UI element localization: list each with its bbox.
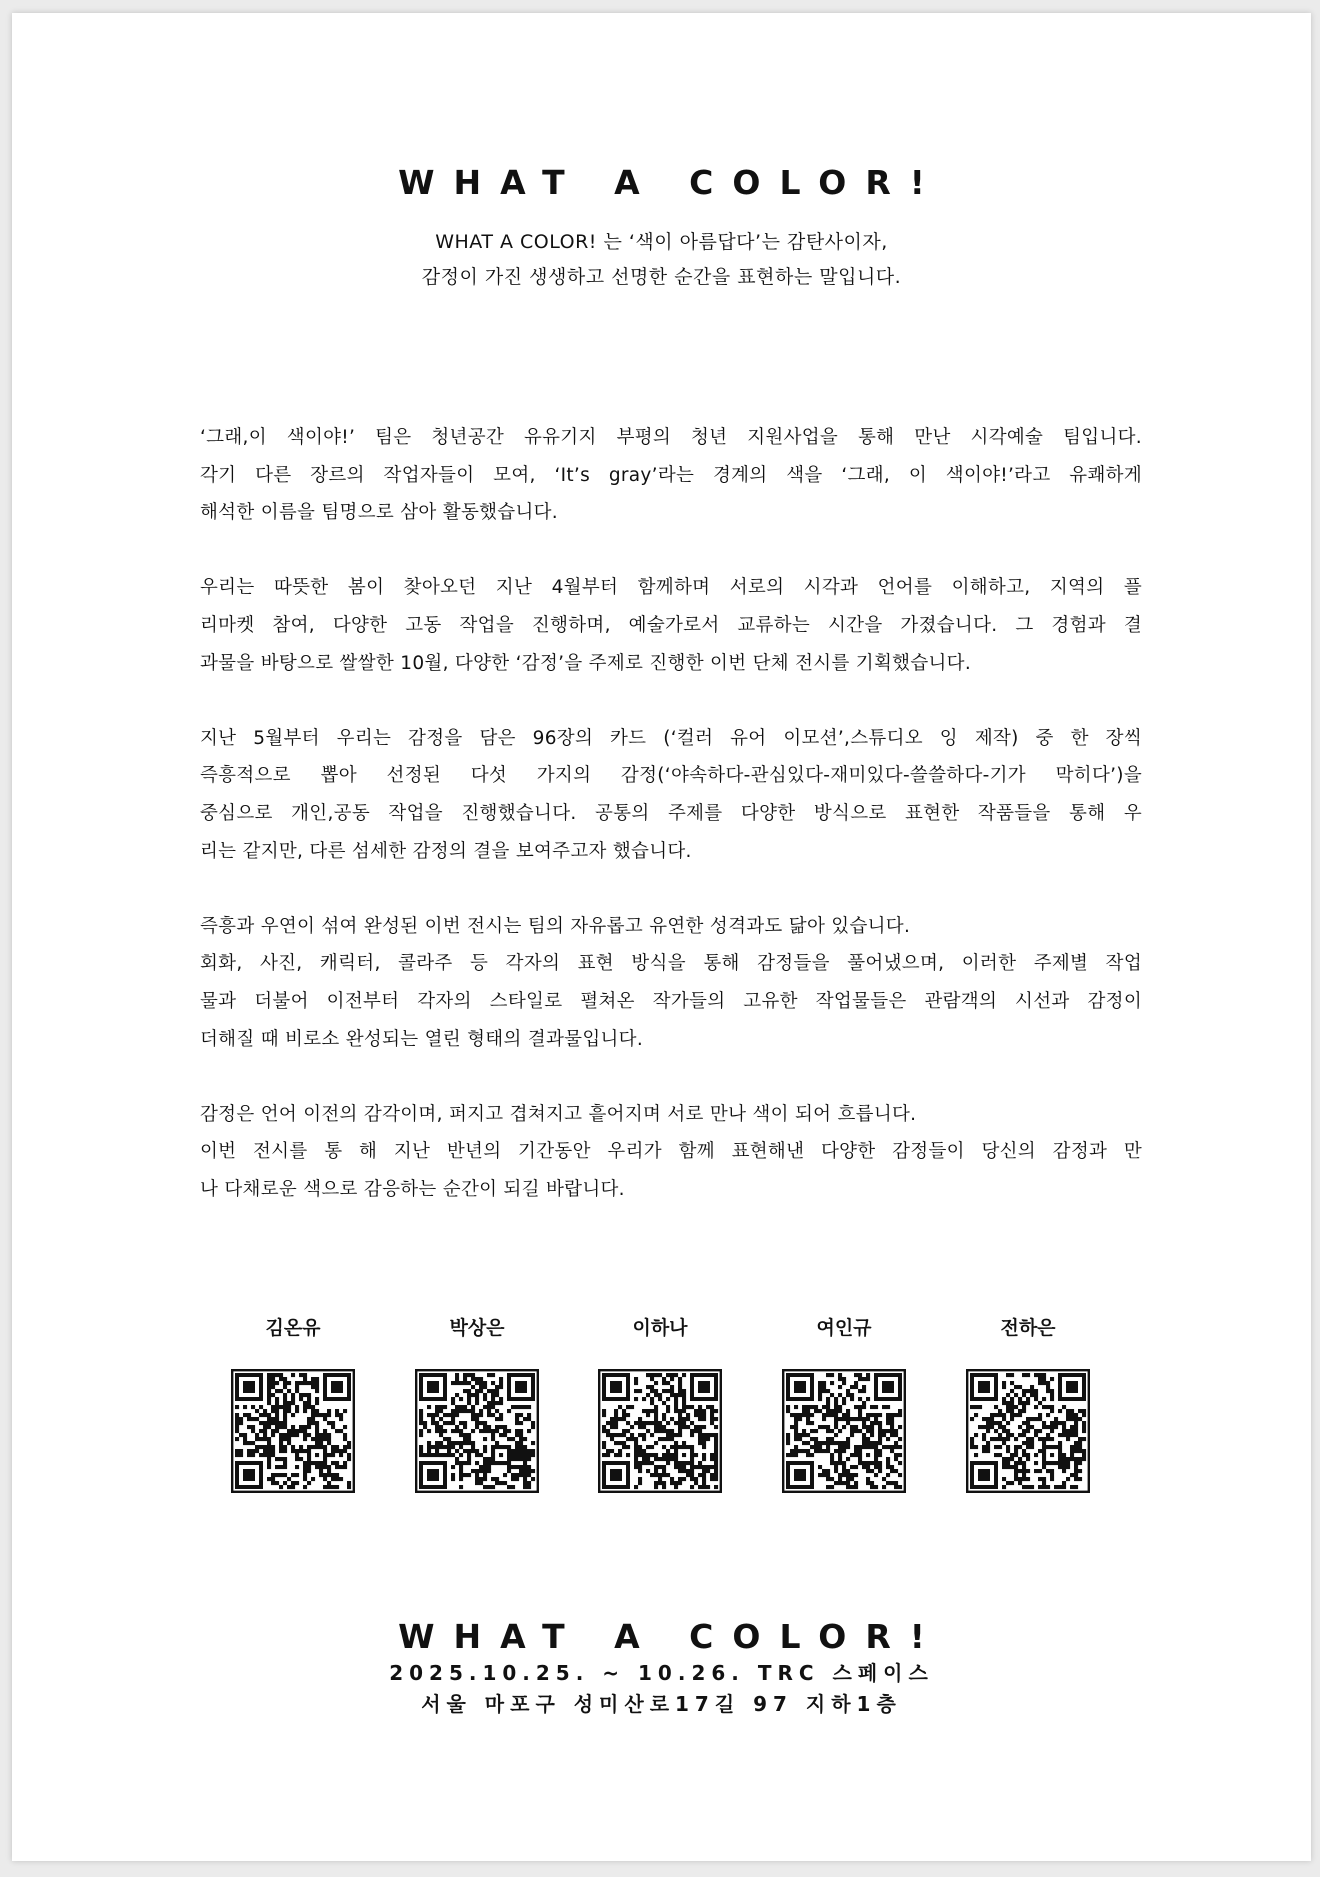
paragraph-exhibition bbox=[200, 908, 1142, 1058]
member-card bbox=[231, 1314, 355, 1493]
member-name: 전하은 bbox=[1000, 1317, 1056, 1339]
qr-code-icon[interactable] bbox=[782, 1369, 906, 1493]
qr-code-icon[interactable] bbox=[231, 1369, 355, 1493]
member-name: 박상은 bbox=[449, 1317, 505, 1339]
exhibition-date-venue: 2025.10.25. ~ 10.26. TRC 스페이스 bbox=[389, 1661, 934, 1685]
paragraph-line: 우리는 따뜻한 봄이 찾아오던 지난 4월부터 함께하며 서로의 시각과 언어를 이해하고, 지역의 플 bbox=[200, 577, 1142, 599]
qr-code-icon[interactable] bbox=[598, 1369, 722, 1493]
member-name: 여인규 bbox=[816, 1317, 872, 1339]
paragraph-line: 이번 전시를 통 해 지난 반년의 기간동안 우리가 함께 표현해낸 다양한 감정들이 당신의 감정과 만 bbox=[200, 1141, 1142, 1163]
exhibition-address: 서울 마포구 성미산로17길 97 지하1층 bbox=[421, 1692, 902, 1716]
paragraph-emotion-cards bbox=[200, 720, 1142, 870]
paragraph-line: ‘그래,이 색이야!’ 팀은 청년공간 유유기지 부평의 청년 지원사업을 통해 만난 시각예술 팀입니다. bbox=[200, 427, 1142, 448]
paragraph-team-intro bbox=[200, 419, 1142, 532]
paragraph-closing bbox=[200, 1096, 1142, 1209]
member-name: 이하나 bbox=[632, 1317, 688, 1339]
member-card bbox=[598, 1314, 722, 1493]
intro-line: 감정이 가진 생생하고 선명한 순간을 표현하는 말입니다. bbox=[421, 266, 902, 288]
intro-line: WHAT A COLOR! 는 ‘색이 아름답다’는 감탄사이자, bbox=[435, 231, 888, 253]
footer bbox=[12, 1616, 1311, 1720]
paragraph-line: 각기 다른 장르의 작업자들이 모여, ‘It’s gray’라는 경계의 색을 ‘그래, 이 색이야!’라고 유쾌하게 bbox=[200, 464, 1142, 486]
qr-code-icon[interactable] bbox=[415, 1369, 539, 1493]
intro bbox=[12, 225, 1311, 295]
paragraph-line: 해석한 이름을 팀명으로 삼아 활동했습니다. bbox=[200, 502, 558, 524]
paragraph-line: 감정은 언어 이전의 감각이며, 퍼지고 겹쳐지고 흩어지며 서로 만나 색이 되어 흐릅니다. bbox=[200, 1103, 917, 1125]
paragraph-line: 물과 더불어 이전부터 각자의 스타일로 펼쳐온 작가들의 고유한 작업물들은 관람객의 시선과 감정이 bbox=[200, 990, 1142, 1012]
paragraph-line: 나 다채로운 색으로 감응하는 순간이 되길 바랍니다. bbox=[200, 1178, 625, 1200]
qr-code-icon[interactable] bbox=[966, 1369, 1090, 1493]
member-card bbox=[415, 1314, 539, 1493]
exhibition-page bbox=[12, 13, 1311, 1861]
member-name: 김온유 bbox=[265, 1317, 321, 1339]
paragraph-line: 즉흥적으로 뽑아 선정된 다섯 가지의 감정(‘야속하다-관심있다-재미있다-쓸쓸하다-기가 막히다’)을 bbox=[200, 765, 1142, 787]
paragraph-line: 지난 5월부터 우리는 감정을 담은 96장의 카드 (‘컬러 유어 이모션’,스튜디오 잉 제작) 중 한 장씩 bbox=[200, 727, 1142, 749]
paragraph-line: 회화, 사진, 캐릭터, 콜라주 등 각자의 표현 방식을 통해 감정들을 풀어냈으며, 이러한 주제별 작업 bbox=[200, 953, 1142, 975]
footer-title: WHAT A COLOR! bbox=[398, 1617, 944, 1656]
paragraph-line: 더해질 때 비로소 완성되는 열린 형태의 결과물입니다. bbox=[200, 1028, 644, 1050]
paragraph-line: 즉흥과 우연이 섞여 완성된 이번 전시는 팀의 자유롭고 유연한 성격과도 닮아 있습니다. bbox=[200, 915, 911, 937]
paragraph-line: 리는 같지만, 다른 섬세한 감정의 결을 보여주고자 했습니다. bbox=[200, 840, 692, 862]
paragraph-line: 리마켓 참여, 다양한 고동 작업을 진행하며, 예술가로서 교류하는 시간을 가졌습니다. 그 경험과 결 bbox=[200, 614, 1142, 636]
member-card bbox=[782, 1314, 906, 1493]
member-card bbox=[966, 1314, 1090, 1493]
body-text bbox=[200, 419, 1142, 1246]
paragraph-line: 중심으로 개인,공동 작업을 진행했습니다. 공통의 주제를 다양한 방식으로 표현한 작품들을 통해 우 bbox=[200, 802, 1142, 824]
paragraph-line: 과물을 바탕으로 쌀쌀한 10월, 다양한 ‘감정’을 주제로 진행한 이번 단체 전시를 기획했습니다. bbox=[200, 652, 972, 674]
page-title: WHAT A COLOR! bbox=[398, 163, 944, 202]
header bbox=[12, 161, 1311, 295]
paragraph-activities bbox=[200, 569, 1142, 682]
